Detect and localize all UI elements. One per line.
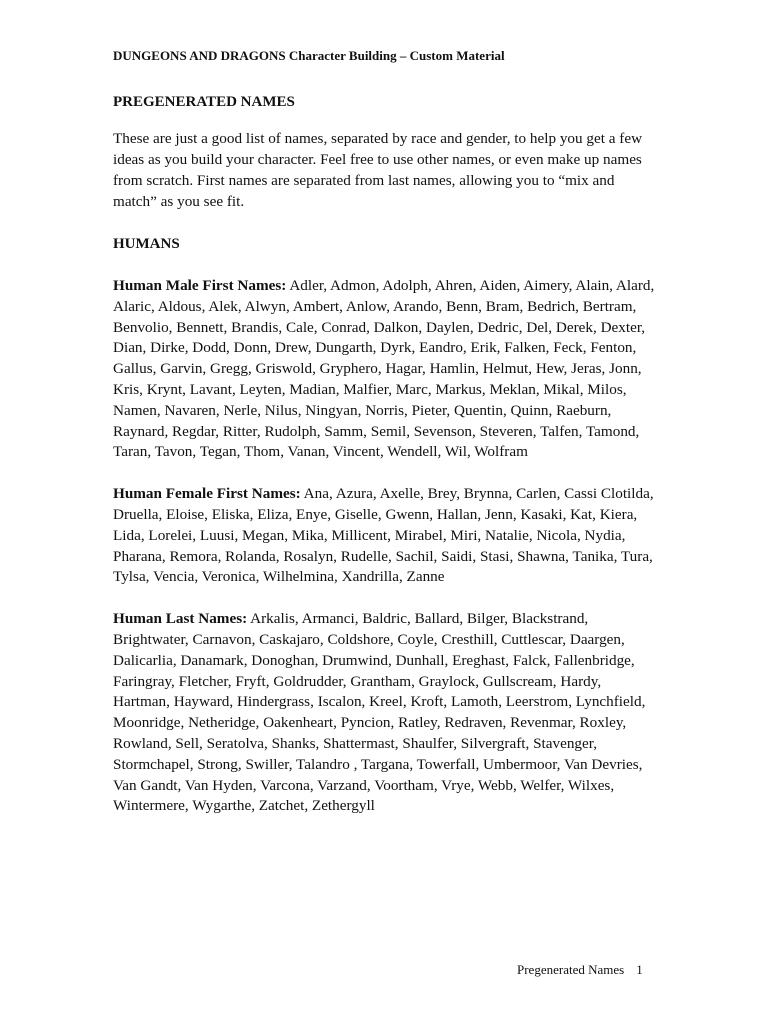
intro-paragraph: These are just a good list of names, separated by race and gender, to help you get a few ideas as you build your character. Feel free to use other names, or even make up names from scratch. First names are separated from last names, allowing you to “mix and match” as you see fit. (113, 130, 643, 210)
male-first-names-label: Human Male First Names: (113, 277, 287, 294)
page-number: 1 (636, 962, 643, 977)
female-first-names-paragraph (113, 484, 658, 588)
last-names-label: Human Last Names: (113, 610, 248, 628)
running-header: DUNGEONS AND DRAGONS Character Building – Custom Material (113, 48, 505, 63)
section-title: PREGENERATED NAMES (113, 94, 295, 110)
last-names-list: Arkalis, Armanci, Baldric, Ballard, Bilger, Blackstrand, Brightwater, Carnavon, Caskajaro, Coldshore, Coyle, Cresthill, Cuttlescar, Daargen, Dalicarlia, Danamark, Donoghan, Drumwind, Dunhall, Ereghast, Falck, Fallenbridge, Faringray, Fletcher, Fryft, Goldrudder, Grantham, Graylock, Gullscream, Hardy, Hartman, Hayward, Hindergrass, Iscalon, Kreel, Kroft, Lamoth, Leerstrom, Lynchfield, Moonridge, Netheridge, Oakenheart, Pyncion, Ratley, Redraven, Revenmar, Roxley, Rowland, Sell, Seratolva, Shanks, Shattermast, Shaulfer, Silvergraft, Stavenger, Stormchapel, Strong, Swiller, Talandro , Targana, Towerfall, Umbermoor, Van Devries, Van Gandt, Van Hyden, Varcona, Varzand, Voortham, Vrye, Webb, Welfer, Wilxes, Wintermere, Wygarthe, Zatchet, Zethergyll (113, 610, 646, 815)
last-names-paragraph (113, 609, 658, 817)
footer-title: Pregenerated Names (517, 962, 625, 977)
document-page (113, 46, 658, 817)
female-first-names-label: Human Female First Names: (113, 485, 301, 503)
male-first-names-paragraph (113, 276, 658, 463)
page-footer (517, 962, 643, 978)
race-heading-humans: HUMANS (113, 236, 180, 252)
female-first-names-list: Ana, Azura, Axelle, Brey, Brynna, Carlen, Cassi Clotilda, Druella, Eloise, Eliska, Eliza, Enye, Giselle, Gwenn, Hallan, Jenn, Kasaki, Kat, Kiera, Lida, Lorelei, Luusi, Megan, Mika, Millicent, Mirabel, Miri, Natalie, Nicola, Nydia, Pharana, Remora, Rolanda, Rosalyn, Rudelle, Sachil, Saidi, Stasi, Shawna, Tanika, Tura, Tylsa, Vencia, Veronica, Wilhelmina, Xandrilla, Zanne (113, 485, 654, 586)
male-first-names-list: Adler, Admon, Adolph, Ahren, Aiden, Aimery, Alain, Alard, Alaric, Aldous, Alek, Alwyn, Ambert, Anlow, Arando, Benn, Bram, Bedrich, Bertram, Benvolio, Bennett, Brandis, Cale, Conrad, Dalkon, Daylen, Dedric, Del, Derek, Dexter, Dian, Dirke, Dodd, Donn, Drew, Dungarth, Dyrk, Eandro, Erik, Falken, Feck, Fenton, Gallus, Garvin, Gregg, Griswold, Gryphero, Hagar, Hamlin, Helmut, Hew, Jeras, Jonn, Kris, Krynt, Lavant, Leyten, Madian, Malfier, Marc, Markus, Meklan, Mikal, Milos, Namen, Navaren, Nerle, Nilus, Ningyan, Norris, Pieter, Quentin, Quinn, Raeburn, Raynard, Regdar, Ritter, Rudolph, Samm, Semil, Sevenson, Steveren, Talfen, Tamond, Taran, Tavon, Tegan, Thom, Vanan, Vincent, Wendell, Wil, Wolfram (113, 277, 655, 461)
